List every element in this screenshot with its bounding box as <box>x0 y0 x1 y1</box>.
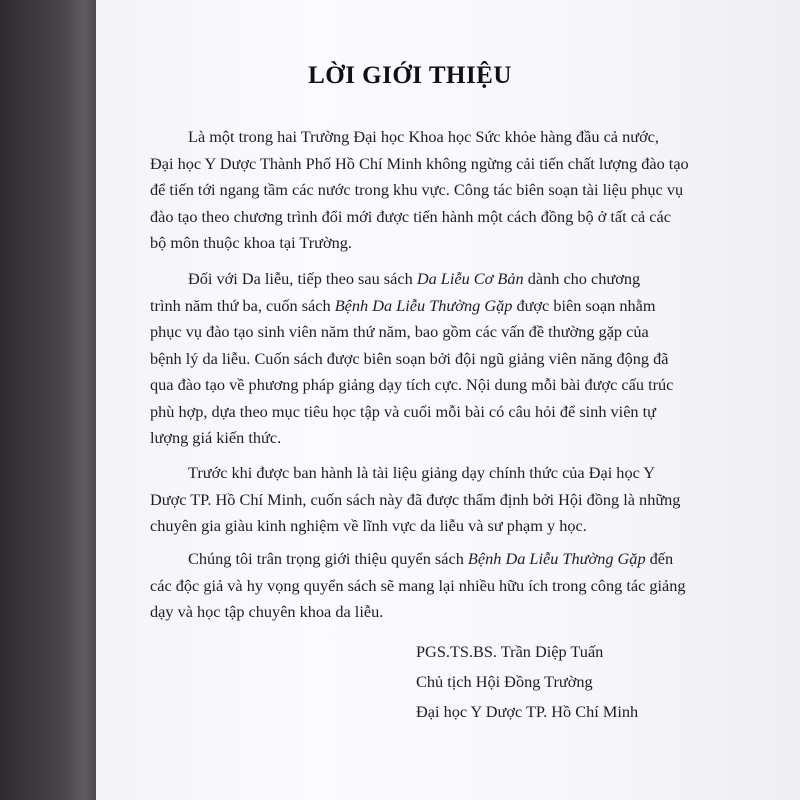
page-title: LỜI GIỚI THIỆU <box>308 62 512 89</box>
paragraph-line: lượng giá kiến thức. <box>150 428 282 447</box>
paragraph-line: qua đào tạo về phương pháp giảng dạy tích cực. Nội dung mỗi bài được cấu trúc <box>150 375 674 394</box>
paragraph-line: trình năm thứ ba, cuốn sách Bệnh Da Liễu Thường Gặp được biên soạn nhằm <box>150 295 656 315</box>
signature-name: PGS.TS.BS. Trần Diệp Tuấn <box>416 642 604 661</box>
paragraph-line: phục vụ đào tạo sinh viên năm thứ năm, bao gồm các vấn đề thường gặp của <box>150 322 649 341</box>
paragraph-3 <box>150 460 681 540</box>
paragraph-line: chuyên gia giàu kinh nghiệm về lĩnh vực da liễu và sư phạm y học. <box>150 516 587 535</box>
paragraph-line: Trước khi được ban hành là tài liệu giảng dạy chính thức của Đại học Y <box>188 463 656 482</box>
paragraph-line: dạy và học tập chuyên khoa da liễu. <box>150 602 384 621</box>
paragraph-line: Đại học Y Dược Thành Phố Hồ Chí Minh không ngừng cải tiến chất lượng đào tạo <box>150 153 689 173</box>
paragraph-line: các độc giả và hy vọng quyển sách sẽ mang lại nhiều hữu ích trong công tác giảng <box>150 575 686 595</box>
paragraph-line: Là một trong hai Trường Đại học Khoa học Sức khỏe hàng đầu cả nước, <box>188 127 659 146</box>
paragraph-line: đào tạo theo chương trình đổi mới được tiến hành một cách đồng bộ ở tất cả các <box>150 206 671 226</box>
signature-organization: Đại học Y Dược TP. Hồ Chí Minh <box>416 702 639 721</box>
book-title-italic: Da Liễu Cơ Bản <box>416 269 524 288</box>
paragraph-line: Chúng tôi trân trọng giới thiệu quyển sách Bệnh Da Liễu Thường Gặp đến <box>188 549 674 568</box>
paragraph-2 <box>150 266 674 452</box>
book-title-italic: Bệnh Da Liễu Thường Gặp <box>467 549 646 568</box>
paragraph-line: Dược TP. Hồ Chí Minh, cuốn sách này đã được thẩm định bởi Hội đồng là những <box>150 489 681 509</box>
paragraph-4 <box>150 546 686 626</box>
paragraph-line: để tiến tới ngang tầm các nước trong khu vực. Công tác biên soạn tài liệu phục vụ <box>150 180 684 199</box>
book-title-italic: Bệnh Da Liễu Thường Gặp <box>334 295 513 315</box>
paragraph-1 <box>150 124 689 257</box>
paragraph-line: Đối với Da liễu, tiếp theo sau sách Da Liễu Cơ Bản dành cho chương <box>188 269 641 288</box>
signature-role: Chủ tịch Hội Đồng Trường <box>416 672 593 691</box>
paragraph-line: bộ môn thuộc khoa tại Trường. <box>150 233 352 252</box>
paragraph-line: bệnh lý da liễu. Cuốn sách được biên soạn bởi đội ngũ giảng viên năng động đã <box>150 348 669 368</box>
paragraph-line: phù hợp, dựa theo mục tiêu học tập và cuối mỗi bài có câu hỏi để sinh viên tự <box>150 401 656 421</box>
page-content <box>150 0 689 800</box>
